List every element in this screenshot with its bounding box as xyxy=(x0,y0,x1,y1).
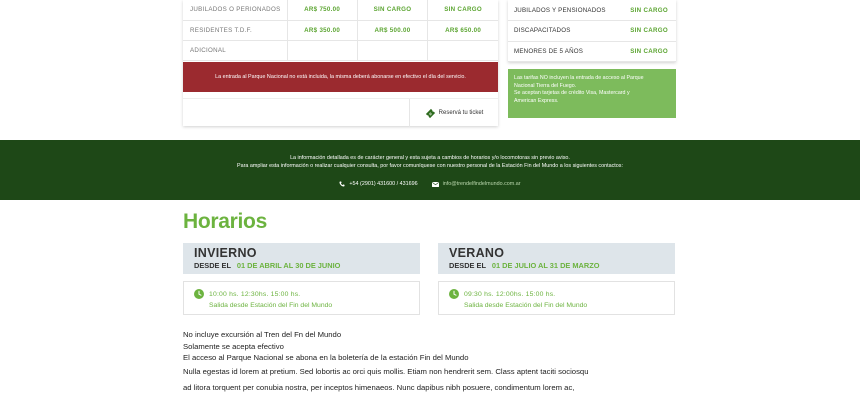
row-label: JUBILADOS Y PENSIONADOS xyxy=(508,0,616,21)
departure-station: Salida desde Estación del Fin del Mundo xyxy=(464,302,588,309)
season-dates xyxy=(449,261,664,270)
table-row xyxy=(183,0,498,20)
price-cell xyxy=(357,40,427,60)
reserve-row xyxy=(183,98,498,126)
tariff-info-box xyxy=(508,69,676,118)
table-row xyxy=(508,0,676,21)
season-name: VERANO xyxy=(449,246,505,260)
date-range: 01 DE JULIO AL 31 DE MARZO xyxy=(491,261,600,270)
price-cell: AR$ 350.00 xyxy=(287,20,357,40)
schedule-notes xyxy=(183,329,468,364)
park-entry-notice: La entrada al Parque Nacional no está incluida, la misma deberá abonarse en efectivo el día del servicio. xyxy=(183,62,498,92)
price-cell: AR$ 500.00 xyxy=(357,20,427,40)
note-line: Solamente se acepta efectivo xyxy=(183,341,284,351)
note-line: No incluye excursión al Tren del Fn del Mundo xyxy=(183,330,342,339)
contact-prompt-text: Para ampliar esta información o realizar cualquier consulta, por favor comuníquese con nuestro personal de la Estación Fin del Mundo a los siguientes contactos: xyxy=(237,163,623,169)
price-cell: SIN CARGO xyxy=(616,0,676,21)
reserve-ticket-button[interactable] xyxy=(409,99,498,127)
price-cell: SIN CARGO xyxy=(357,0,427,20)
envelope-icon xyxy=(432,182,439,187)
email-contact[interactable] xyxy=(432,181,521,187)
price-cell: SIN CARGO xyxy=(428,0,498,20)
reserve-ticket-label: Reservá tu ticket xyxy=(438,110,484,116)
section-title: Horarios xyxy=(183,210,267,233)
table-row xyxy=(508,21,676,42)
body-paragraph-line: Nulla egestas id lorem at pretium. Sed lobortis ac orci quis mollis. Etiam non hendrerit sem. Class aptent taciti sociosqu xyxy=(183,367,589,376)
table-row xyxy=(183,40,498,60)
pricing-table xyxy=(183,0,498,61)
info-line: Se aceptan tarjetas de crédito Visa, Mastercard y xyxy=(514,90,630,96)
row-label: RESIDENTES T.D.F. xyxy=(183,20,287,40)
price-cell xyxy=(428,40,498,60)
table-row xyxy=(183,20,498,40)
row-label: MENORES DE 5 AÑOS xyxy=(508,41,616,62)
phone-contact[interactable] xyxy=(339,181,417,187)
price-cell: SIN CARGO xyxy=(616,41,676,62)
info-line: American Express. xyxy=(514,97,559,104)
clock-icon xyxy=(194,289,204,299)
free-access-table xyxy=(508,0,676,62)
ticket-icon xyxy=(425,108,436,119)
summer-season-header xyxy=(438,243,675,274)
row-label: ADICIONAL xyxy=(183,40,287,60)
departure-times: 09:30 hs. 12:00hs. 15:00 hs. xyxy=(464,291,556,298)
contact-band xyxy=(0,140,860,200)
winter-season-header xyxy=(183,243,420,274)
right-pricing-card xyxy=(508,0,676,62)
from-label: DESDE EL xyxy=(194,261,231,270)
price-cell: AR$ 750.00 xyxy=(287,0,357,20)
summer-schedule-box xyxy=(438,281,675,315)
body-paragraph-line: ad litora torquent per conubia nostra, per inceptos himenaeos. Nunc dapibus nibh posuere, condimentum lorem ac, xyxy=(183,383,575,392)
contact-list xyxy=(0,181,860,187)
phone-numbers: +54 (2901) 431600 / 431696 xyxy=(349,181,418,187)
disclaimer-text: La información detallada es de carácter general y esta sujeta a cambios de horarios y/o locomotoras sin previo aviso. xyxy=(290,155,570,161)
note-line: El acceso al Parque Nacional se abona en la boletería de la estación Fin del Mundo xyxy=(183,353,469,362)
price-cell xyxy=(287,40,357,60)
season-name: INVIERNO xyxy=(194,246,257,260)
email-link[interactable]: info@trendelfindelmundo.com.ar xyxy=(442,181,521,187)
info-line: Las tarifas NO incluyen la entrada de acceso al Parque xyxy=(514,75,644,81)
left-pricing-card xyxy=(183,0,498,126)
row-label: DISCAPACITADOS xyxy=(508,21,616,42)
date-range: 01 DE ABRIL AL 30 DE JUNIO xyxy=(236,261,341,270)
price-cell: SIN CARGO xyxy=(616,21,676,42)
clock-icon xyxy=(449,289,459,299)
table-row xyxy=(508,41,676,62)
season-dates xyxy=(194,261,409,270)
phone-icon xyxy=(339,181,345,187)
price-cell: AR$ 650.00 xyxy=(428,20,498,40)
from-label: DESDE EL xyxy=(449,261,486,270)
winter-schedule-box xyxy=(183,281,420,315)
departure-station: Salida desde Estación del Fin del Mundo xyxy=(209,302,333,309)
departure-times: 10:00 hs. 12:30hs. 15:00 hs. xyxy=(209,291,301,298)
info-line: Nacional Tierra del Fuego. xyxy=(514,82,577,89)
row-label: JUBILADOS O PERIONADOS xyxy=(183,0,287,20)
